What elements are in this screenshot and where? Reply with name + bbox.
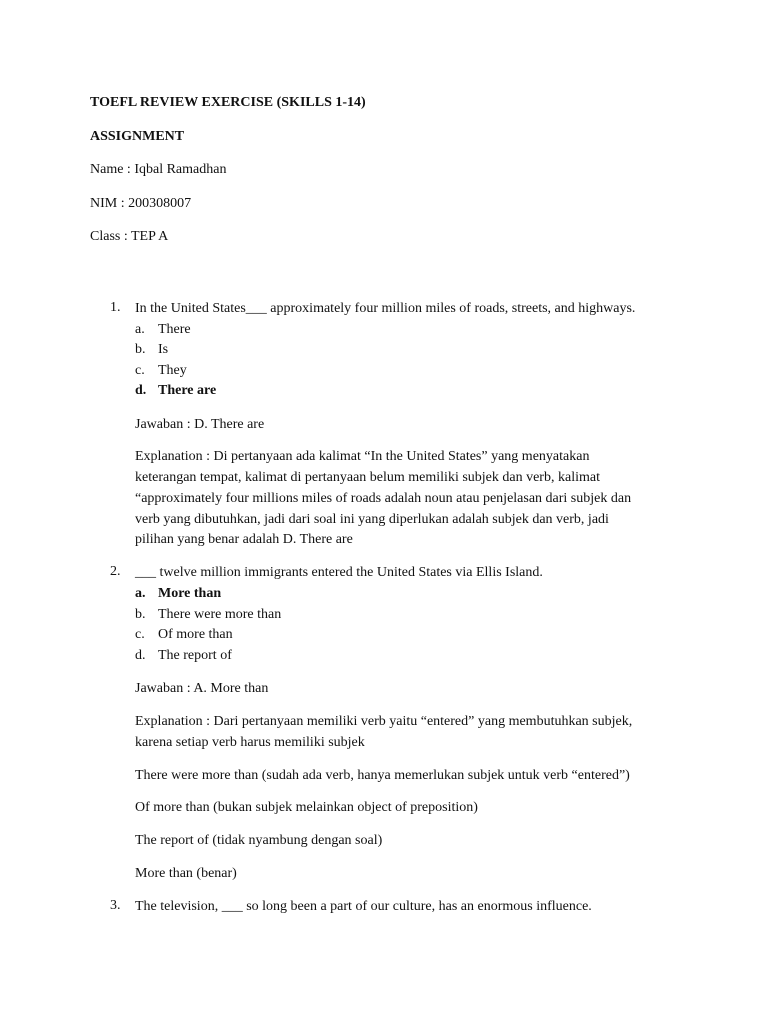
explanation-line: keterangan tempat, kalimat di pertanyaan belum memiliki subjek dan verb, kalimat (135, 470, 600, 486)
assignment-heading: ASSIGNMENT (90, 128, 185, 144)
student-name: Name : Iqbal Ramadhan (90, 162, 227, 177)
question-stem: ___ twelve million immigrants entered the United States via Ellis Island. (135, 565, 543, 581)
question-number: 2. (110, 564, 121, 580)
option-letter: b. (135, 342, 146, 357)
question-stem: In the United States___ approximately four million miles of roads, streets, and highways. (135, 300, 636, 316)
option-text: More than (158, 586, 222, 602)
option-d (135, 647, 708, 668)
option-c (135, 626, 708, 647)
option-d-correct (135, 382, 708, 403)
option-letter: c. (135, 627, 145, 643)
option-letter: a. (135, 586, 146, 602)
explanation (135, 712, 708, 754)
option-text: There were more than (158, 606, 282, 622)
student-class: Class : TEP A (90, 229, 169, 244)
document-title: TOEFL REVIEW EXERCISE (SKILLS 1-14) (90, 95, 366, 110)
option-letter: b. (135, 606, 146, 622)
answer-line: Jawaban : D. There are (135, 416, 265, 432)
explanation-line: Explanation : Dari pertanyaan memiliki verb yaitu “entered” yang membutuhkan subjek, (135, 714, 633, 730)
option-text: There are (158, 383, 217, 398)
answer-line: Jawaban : A. More than (135, 681, 269, 697)
option-b (135, 341, 708, 362)
option-text: Is (158, 342, 169, 357)
explanation-line: karena setiap verb harus memiliki subjek (135, 734, 365, 750)
question-number: 3. (110, 897, 121, 913)
note-line: Of more than (bukan subjek melainkan object of preposition) (135, 800, 478, 816)
option-a-correct (135, 585, 708, 606)
header-spacer (90, 262, 708, 300)
option-b (135, 606, 708, 627)
note-line: More than (benar) (135, 866, 237, 882)
note-line: The report of (tidak nyambung dengan soal) (135, 833, 383, 849)
explanation-line: verb yang dibutuhkan, jadi dari soal ini yang diperlukan adalah subjek dan verb, jadi (135, 511, 609, 527)
option-a (135, 321, 708, 342)
option-c (135, 362, 708, 383)
explanation (135, 447, 708, 551)
option-letter: d. (135, 647, 146, 663)
question-3 (90, 898, 708, 915)
question-stem: The television, ___ so long been a part of our culture, has an enormous influence. (135, 898, 592, 914)
option-letter: d. (135, 383, 147, 398)
explanation-line: Explanation : Di pertanyaan ada kalimat “In the United States” yang menyatakan (135, 449, 590, 465)
student-nim: NIM : 200308007 (90, 195, 192, 211)
option-letter: c. (135, 362, 145, 378)
explanation-line: pilihan yang benar adalah D. There are (135, 532, 353, 548)
option-text: There (158, 321, 191, 337)
explanation-line: “approximately four millions miles of roads adalah noun atau penjelasan dari subjek dan (135, 490, 632, 506)
option-text: They (158, 362, 187, 378)
option-letter: a. (135, 321, 145, 337)
option-text: Of more than (158, 627, 233, 643)
note-line: There were more than (sudah ada verb, hanya memerlukan subjek untuk verb “entered”) (135, 767, 630, 783)
question-1 (90, 300, 708, 552)
question-number: 1. (110, 299, 121, 315)
option-text: The report of (158, 647, 232, 663)
question-2 (90, 564, 708, 885)
